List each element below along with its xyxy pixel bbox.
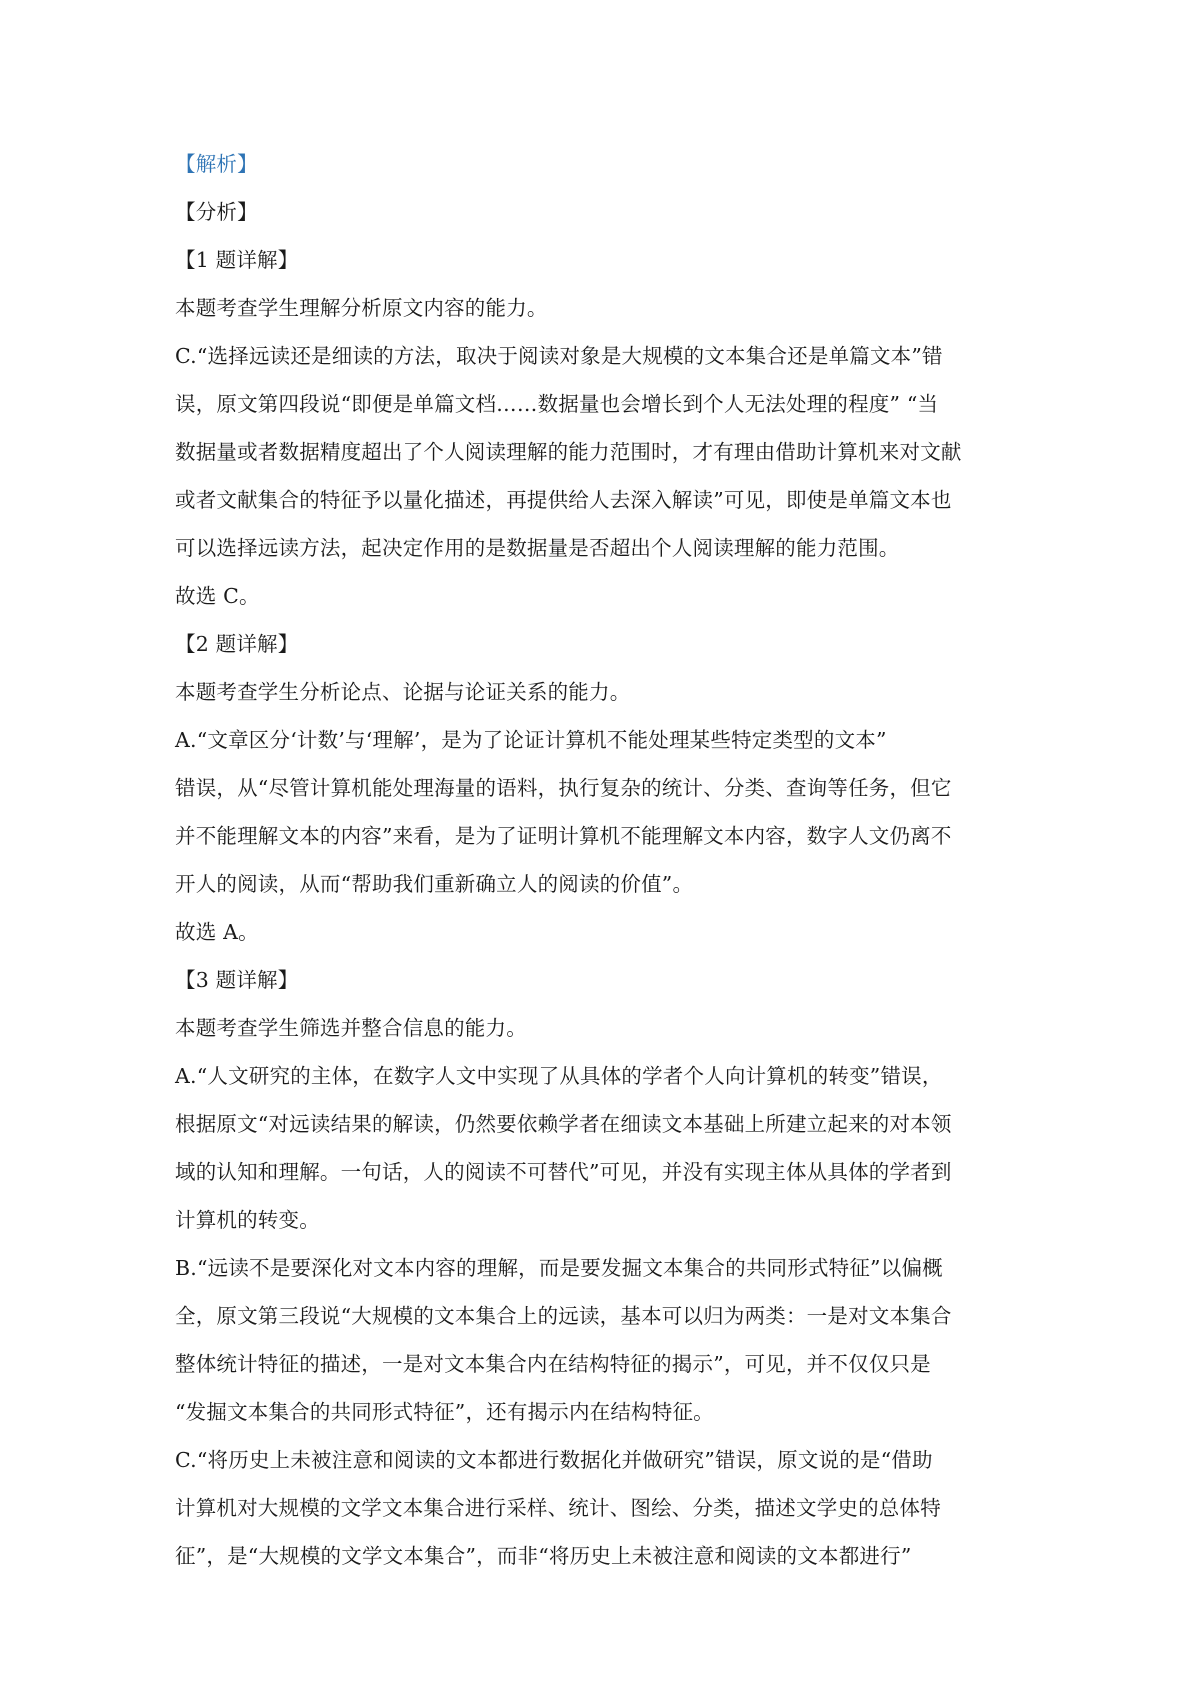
q2-heading: 【2 题详解】 — [175, 632, 299, 656]
q3-option-c — [175, 1436, 1035, 1580]
q3-b-line: “发掘文本集合的共同形式特征”，还有揭示内在结构特征。 — [175, 1400, 714, 1424]
q3-intro: 本题考查学生筛选并整合信息的能力。 — [175, 1016, 527, 1040]
q3-b-line: B.“远读不是要深化对文本内容的理解，而是要发掘文本集合的共同形式特征”以偏概 — [175, 1256, 943, 1280]
q1-line: 或者文献集合的特征予以量化描述，再提供给人去深入解读”可见，即使是单篇文本也 — [175, 488, 952, 512]
q3-a-line: 计算机的转变。 — [175, 1208, 320, 1232]
q2-line: 并不能理解文本的内容”来看，是为了证明计算机不能理解文本内容，数字人文仍离不 — [175, 824, 952, 848]
q2-line: 开人的阅读，从而“帮助我们重新确立人的阅读的价值”。 — [175, 872, 694, 896]
q1-line: 数据量或者数据精度超出了个人阅读理解的能力范围时，才有理由借助计算机来对文献 — [175, 440, 962, 464]
q3-heading: 【3 题详解】 — [175, 968, 299, 992]
q1-explanation — [175, 332, 1035, 572]
q3-c-line: 计算机对大规模的文学文本集合进行采样、统计、图绘、分类，描述文学史的总体特 — [175, 1496, 941, 1520]
q1-answer: 故选 C。 — [175, 584, 260, 608]
q1-heading: 【1 题详解】 — [175, 248, 299, 272]
q1-intro: 本题考查学生理解分析原文内容的能力。 — [175, 296, 548, 320]
q1-line: 误，原文第四段说“即便是单篇文档……数据量也会增长到个人无法处理的程度” “当 — [175, 392, 939, 416]
q3-c-line: 征”，是“大规模的文学文本集合”，而非“将历史上未被注意和阅读的文本都进行” — [175, 1544, 912, 1568]
document-page — [175, 150, 1035, 1590]
q1-line: 可以选择远读方法，起决定作用的是数据量是否超出个人阅读理解的能力范围。 — [175, 536, 900, 560]
q1-line: C.“选择远读还是细读的方法，取决于阅读对象是大规模的文本集合还是单篇文本”错 — [175, 344, 943, 368]
q2-line: A.“文章区分‘计数’与‘理解’，是为了论证计算机不能处理某些特定类型的文本” — [175, 728, 887, 752]
q2-answer: 故选 A。 — [175, 920, 259, 944]
q3-option-a — [175, 1052, 1035, 1244]
q2-intro: 本题考查学生分析论点、论据与论证关系的能力。 — [175, 680, 631, 704]
q3-b-line: 全，原文第三段说“大规模的文本集合上的远读，基本可以归为两类：一是对文本集合 — [175, 1304, 952, 1328]
q3-a-line: A.“人文研究的主体，在数字人文中实现了从具体的学者个人向计算机的转变”错误， — [175, 1064, 943, 1088]
q3-a-line: 根据原文“对远读结果的解读，仍然要依赖学者在细读文本基础上所建立起来的对本领 — [175, 1112, 952, 1136]
q3-b-line: 整体统计特征的描述，一是对文本集合内在结构特征的揭示”，可见，并不仅仅只是 — [175, 1352, 931, 1376]
jiexi-heading: 【解析】 — [175, 152, 258, 176]
q3-c-line: C.“将历史上未被注意和阅读的文本都进行数据化并做研究”错误，原文说的是“借助 — [175, 1448, 933, 1472]
fenxi-heading: 【分析】 — [175, 200, 258, 224]
q2-line: 错误，从“尽管计算机能处理海量的语料，执行复杂的统计、分类、查询等任务，但它 — [175, 776, 952, 800]
q3-option-b — [175, 1244, 1035, 1436]
q2-explanation — [175, 716, 1035, 908]
q3-a-line: 域的认知和理解。一句话，人的阅读不可替代”可见，并没有实现主体从具体的学者到 — [175, 1160, 952, 1184]
